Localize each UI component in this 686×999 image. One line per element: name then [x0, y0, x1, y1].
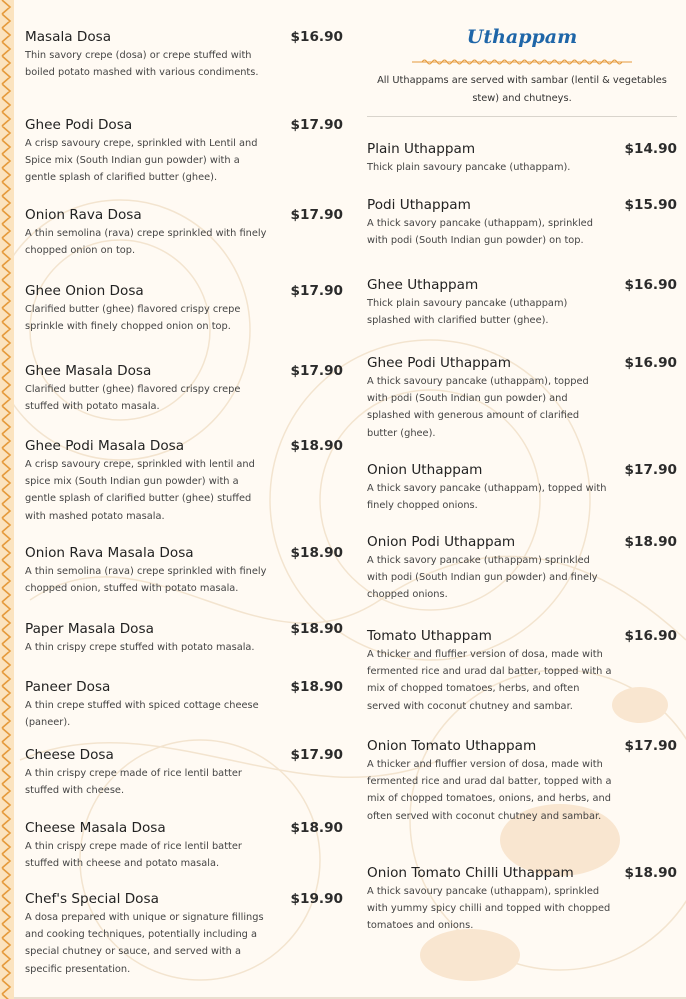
item-price: $18.90 [290, 820, 343, 836]
item-name: Ghee Podi Dosa [25, 117, 133, 133]
item-name: Tomato Uthappam [367, 628, 492, 644]
section-divider [367, 116, 677, 117]
item-price: $16.90 [290, 29, 343, 45]
item-name: Paper Masala Dosa [25, 621, 154, 637]
item-name: Onion Rava Dosa [25, 207, 142, 223]
item-name: Onion Podi Uthappam [367, 534, 516, 550]
wave-divider-icon [367, 58, 677, 66]
item-name: Ghee Podi Masala Dosa [25, 438, 185, 454]
item-price: $16.90 [624, 277, 677, 293]
item-price: $18.90 [624, 534, 677, 550]
item-price: $17.90 [290, 207, 343, 223]
item-description: Thick plain savoury pancake (uthappam) splashed with clarified butter (ghee). [367, 298, 568, 327]
item-description: A thin crispy crepe made of rice lentil batter stuffed with cheese. [25, 768, 242, 797]
item-price: $19.90 [290, 891, 343, 907]
item-name: Cheese Dosa [25, 747, 114, 763]
item-description: A crisp savoury crepe, sprinkled with Lentil and Spice mix (South Indian gun powder) with a gentle splash of clarified butter (ghee). [25, 138, 258, 184]
item-description: A thin semolina (rava) crepe sprinkled with finely chopped onion, stuffed with potato masala. [25, 566, 267, 595]
item-name: Ghee Uthappam [367, 277, 479, 293]
section-title: Uthappam [466, 26, 578, 48]
item-price: $16.90 [624, 628, 677, 644]
item-price: $16.90 [624, 355, 677, 371]
item-description: A thick savoury pancake (uthappam), topped with podi (South Indian gun powder) and splashed with generous amount of clarified butter (ghee). [367, 376, 589, 439]
item-price: $18.90 [290, 679, 343, 695]
item-price: $18.90 [290, 545, 343, 561]
item-price: $17.90 [624, 738, 677, 754]
item-description: A thicker and fluffier version of dosa, made with fermented rice and urad dal batter, topped with a mix of chopped tomatoes, onions, and herbs, and often served with coconut chutney and sambar. [367, 759, 612, 822]
item-description: Thick plain savoury pancake (uthappam). [367, 162, 571, 173]
item-description: A thick savoury pancake (uthappam), sprinkled with yummy spicy chilli and topped with chopped tomatoes and onions. [367, 886, 611, 932]
item-description: A thin crepe stuffed with spiced cottage cheese (paneer). [25, 700, 259, 729]
ornamental-border-icon [0, 0, 14, 999]
item-description: A thin semolina (rava) crepe sprinkled with finely chopped onion on top. [25, 228, 267, 257]
item-description: A thick savory pancake (uthappam), sprinkled with podi (South Indian gun powder) on top. [367, 218, 593, 247]
item-price: $18.90 [290, 621, 343, 637]
item-name: Ghee Podi Uthappam [367, 355, 512, 371]
item-description: Clarified butter (ghee) flavored crispy crepe sprinkle with finely chopped onion on top. [25, 304, 241, 333]
item-name: Paneer Dosa [25, 679, 111, 695]
item-name: Onion Uthappam [367, 462, 483, 478]
item-price: $17.90 [290, 283, 343, 299]
item-price: $17.90 [290, 747, 343, 763]
item-price: $17.90 [290, 117, 343, 133]
item-price: $14.90 [624, 141, 677, 157]
item-price: $18.90 [624, 865, 677, 881]
item-name: Podi Uthappam [367, 197, 471, 213]
item-description: A thin crispy crepe stuffed with potato masala. [25, 642, 255, 653]
item-price: $15.90 [624, 197, 677, 213]
item-name: Plain Uthappam [367, 141, 476, 157]
item-name: Onion Rava Masala Dosa [25, 545, 194, 561]
item-description: Clarified butter (ghee) flavored crispy crepe stuffed with potato masala. [25, 384, 241, 413]
item-name: Cheese Masala Dosa [25, 820, 166, 836]
item-name: Onion Tomato Chilli Uthappam [367, 865, 574, 881]
item-description: Thin savory crepe (dosa) or crepe stuffed with boiled potato mashed with various condiments. [25, 50, 259, 79]
item-name: Chef's Special Dosa [25, 891, 159, 907]
item-price: $17.90 [290, 363, 343, 379]
item-name: Ghee Onion Dosa [25, 283, 144, 299]
section-note: All Uthappams are served with sambar (lentil & vegetables stew) and chutneys. [377, 75, 667, 104]
item-description: A thick savory pancake (uthappam), topped with finely chopped onions. [367, 483, 607, 512]
item-price: $18.90 [290, 438, 343, 454]
item-description: A thin crispy crepe made of rice lentil batter stuffed with cheese and potato masala. [25, 841, 242, 870]
item-price: $17.90 [624, 462, 677, 478]
item-name: Onion Tomato Uthappam [367, 738, 537, 754]
item-name: Masala Dosa [25, 29, 112, 45]
item-description: A thicker and fluffier version of dosa, made with fermented rice and urad dal batter, topped with a mix of chopped tomatoes, herbs, and often served with coconut chutney and sambar. [367, 649, 612, 712]
item-name: Ghee Masala Dosa [25, 363, 152, 379]
item-description: A thick savory pancake (uthappam) sprinkled with podi (South Indian gun powder) and finely chopped onions. [367, 555, 598, 601]
item-description: A crisp savoury crepe, sprinkled with lentil and spice mix (South Indian gun powder) with a gentle splash of clarified butter (ghee) stuffed with mashed potato masala. [25, 459, 255, 522]
item-description: A dosa prepared with unique or signature fillings and cooking techniques, potentially including a special chutney or sauce, and served with a specific presentation. [25, 912, 264, 975]
